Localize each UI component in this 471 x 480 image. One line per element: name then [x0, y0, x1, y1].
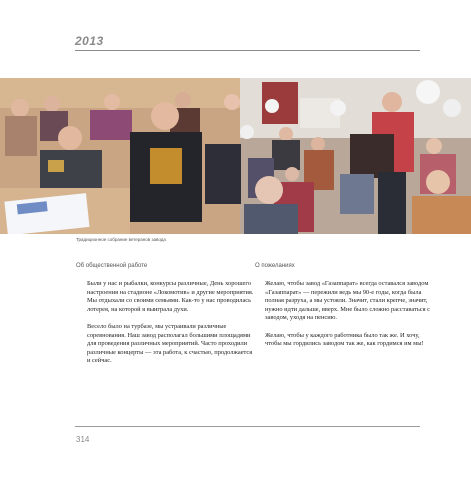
header-rule [75, 50, 420, 51]
footer-rule [75, 426, 420, 427]
left-section-heading: Об общественной работе [76, 263, 148, 269]
right-section-heading: О пожеланиях [255, 263, 295, 269]
veterans-photo [0, 78, 471, 234]
paragraph: Весело было на турбазе, мы устраивали различные соревнования. Наш завод располагал большими площадями для проведения различных мероприятий. Часто проходили различные концерты — эта работа, к счастью, продолжается и сейчас. [87, 322, 253, 365]
paragraph: Желаю, чтобы у каждого работника было так же. И хочу, чтобы мы гордились заводом так же, как гордимся им мы! [265, 331, 424, 348]
paragraph: Желаю, чтобы завод «Газаппарат» всегда оставался заводом «Газаппарат» — пережили ведь мы 90-е годы, когда была полная разруха, а мы устояли. Значит, стали крепче, значит, нужно идти дальше, вверх. Мне было сложно расставаться с заводом, уходя на пенсию. [265, 280, 430, 322]
photo-caption: Традиционное собрание ветеранов завода [76, 237, 166, 242]
paragraph: Были у нас и рыбалки, конкурсы различные, День хорошего настроения на стадионе «Локомотив» и другие мероприятия. Мы отдыхали со своими семьями. Как-то у нас проводилась лотерея, на которой я выиграла духи. [87, 280, 254, 313]
left-column-text [87, 280, 257, 375]
chapter-year: 2013 [75, 34, 104, 48]
right-column-text [265, 280, 435, 357]
page-number: 314 [76, 435, 90, 444]
